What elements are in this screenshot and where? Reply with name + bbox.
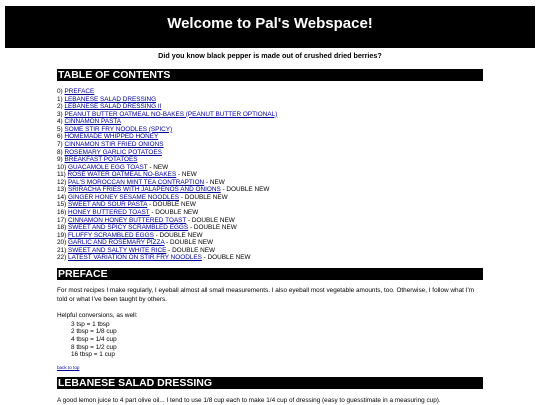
toc-item-badge: - DOUBLE NEW (147, 201, 196, 209)
preface-paragraph: For most recipes I make regularly, I eyeball almost all small measurements. I also eyeball most vegetable amounts, too. Otherwise, I follow what I'm told or what I've been taught by others. (57, 286, 475, 303)
toc-item-badge: - DOUBLE NEW (188, 224, 237, 232)
toc-item (57, 103, 483, 111)
toc-item-badge: - DOUBLE NEW (149, 209, 199, 216)
toc-link[interactable]: SRIRACHA FRIES WITH JALAPENOS AND ONIONS (68, 186, 221, 194)
toc-link[interactable]: SWEET AND SPICY SCRAMBLED EGGS (68, 224, 189, 232)
fun-fact: Did you know black pepper is made out of crushed dried berries? (158, 51, 382, 60)
toc-item-number: 16) (57, 209, 69, 216)
toc-link[interactable]: FLUFFY SCRAMBLED EGGS (68, 231, 154, 239)
toc-item (57, 171, 483, 179)
toc-item (57, 133, 483, 141)
toc-link[interactable]: PREFACE (64, 88, 95, 95)
toc-item (57, 111, 483, 119)
toc-item (57, 201, 483, 209)
toc-link[interactable]: ROSE WATER OATMEAL NO-BAKES (67, 171, 177, 179)
toc-item-number: 3) (57, 110, 65, 118)
site-banner (5, 6, 535, 48)
toc-item-number: 1) (57, 95, 65, 103)
toc-link[interactable]: GARLIC AND ROSEMARY PIZZA (68, 239, 165, 247)
toc-link[interactable]: HONEY BUTTERED TOAST (68, 209, 150, 216)
toc-item-number: 22) (57, 254, 69, 262)
toc-link[interactable]: GUACAMOLE EGG TOAST (68, 163, 148, 171)
conversion-item: 3 tsp = 1 tbsp (71, 320, 110, 328)
toc-link[interactable]: BREAKFAST POTATOES (64, 156, 138, 164)
toc-item (57, 224, 483, 232)
toc-item-number: 12) (57, 178, 69, 186)
toc-item-number: 17) (57, 216, 69, 224)
toc-item-number: 7) (57, 140, 65, 148)
toc-link[interactable]: SWEET AND SOUR PASTA (68, 201, 148, 209)
toc-item (57, 254, 483, 262)
conversion-list (57, 321, 483, 359)
toc-link[interactable]: PAL'S MOROCCAN MINT TEA CONTRAPTION (68, 178, 205, 186)
toc-item-number: 6) (57, 133, 65, 141)
toc-link[interactable]: LEBANESE SALAD DRESSING (64, 95, 157, 103)
toc-item-number: 21) (57, 246, 69, 254)
toc-item-badge: - NEW (204, 178, 225, 186)
toc-item (57, 96, 483, 104)
toc-item (57, 239, 483, 247)
toc-item-number: 4) (57, 118, 65, 126)
toc-item-number: 10) (57, 163, 69, 171)
toc-item-badge: - DOUBLE NEW (153, 231, 203, 239)
toc-item-badge: - DOUBLE NEW (179, 193, 228, 201)
toc-item-badge: - NEW (147, 163, 169, 171)
toc-item (57, 126, 483, 134)
toc-item (57, 194, 483, 202)
toc-item-badge: - DOUBLE NEW (186, 216, 235, 224)
toc-item (57, 149, 483, 157)
toc-link[interactable]: SOME STIR FRY NOODLES (SPICY) (64, 125, 173, 133)
toc-item-badge: - DOUBLE NEW (166, 246, 216, 254)
toc-item (57, 156, 483, 164)
toc-item-number: 15) (57, 201, 69, 209)
toc-link[interactable]: CINNAMON HONEY BUTTERED TOAST (68, 216, 187, 224)
back-to-top-link[interactable]: back to top (57, 364, 80, 370)
toc-link[interactable]: GINGER HONEY SESAME NOODLES (68, 193, 180, 201)
toc-item-number: 2) (57, 103, 65, 111)
toc-link[interactable]: PEANUT BUTTER OATMEAL NO-BAKES (PEANUT BUTTER OPTIONAL) (64, 110, 278, 118)
conversion-item: 8 tbsp = 1/2 cup (71, 343, 117, 351)
conversion-item: 2 tbsp = 1/8 cup (71, 328, 117, 336)
toc-link[interactable]: LATEST VARIATION ON STIR FRY NOODLES (68, 254, 202, 262)
toc-item-number: 13) (57, 186, 69, 194)
toc-item-number: 14) (57, 193, 69, 201)
toc-item-number: 18) (57, 224, 69, 232)
toc-link[interactable]: ROSEMARY GARLIC POTATOES (64, 148, 162, 156)
toc-item (57, 209, 483, 217)
toc-item (57, 217, 483, 225)
conversions-intro: Helpful conversions, as well: (57, 312, 138, 320)
toc-item-number: 0) (57, 88, 65, 95)
toc-item (57, 88, 483, 96)
toc-item-number: 9) (57, 156, 65, 164)
toc-item (57, 179, 483, 187)
toc-item (57, 141, 483, 149)
toc-item (57, 232, 483, 240)
preface-heading: PREFACE (57, 268, 483, 280)
lebanese-paragraph: A good lemon juice to 4 part olive oil... I tend to use 1/8 cup each to make 1/4 cup of dressing (easy to guesstimate in a measuring cup). (57, 396, 441, 404)
toc-item-badge: - DOUBLE NEW (164, 239, 214, 247)
toc-item (57, 118, 483, 126)
toc-item-number: 5) (57, 125, 65, 133)
toc-item-badge: - NEW (176, 171, 197, 179)
site-title: Welcome to Pal's Webspace! (167, 15, 373, 32)
conversion-item: 16 tbsp = 1 cup (71, 351, 115, 359)
toc-item-number: 11) (57, 171, 68, 179)
toc-link[interactable]: SWEET AND SALTY WHITE RICE (68, 246, 167, 254)
toc-item (57, 247, 483, 255)
toc-heading: TABLE OF CONTENTS (57, 69, 483, 81)
table-of-contents (57, 88, 483, 262)
toc-item-badge: - DOUBLE NEW (220, 186, 270, 194)
lebanese-heading: LEBANESE SALAD DRESSING (57, 377, 483, 389)
toc-item (57, 186, 483, 194)
toc-link[interactable]: CINNAMON STIR FRIED ONIONS (64, 140, 164, 148)
toc-item-number: 20) (57, 239, 69, 247)
toc-link[interactable]: HOMEMADE WHIPPED HONEY (64, 133, 159, 141)
toc-item-badge: - DOUBLE NEW (201, 254, 251, 262)
toc-item (57, 164, 483, 172)
main-content (57, 69, 483, 405)
toc-item-number: 8) (57, 148, 65, 156)
conversion-item: 4 tbsp = 1/4 cup (71, 335, 117, 343)
toc-link[interactable]: LEBANESE SALAD DRESSING II (64, 103, 162, 111)
toc-item-number: 19) (57, 231, 69, 239)
toc-link[interactable]: CINNAMON PASTA (64, 118, 122, 126)
